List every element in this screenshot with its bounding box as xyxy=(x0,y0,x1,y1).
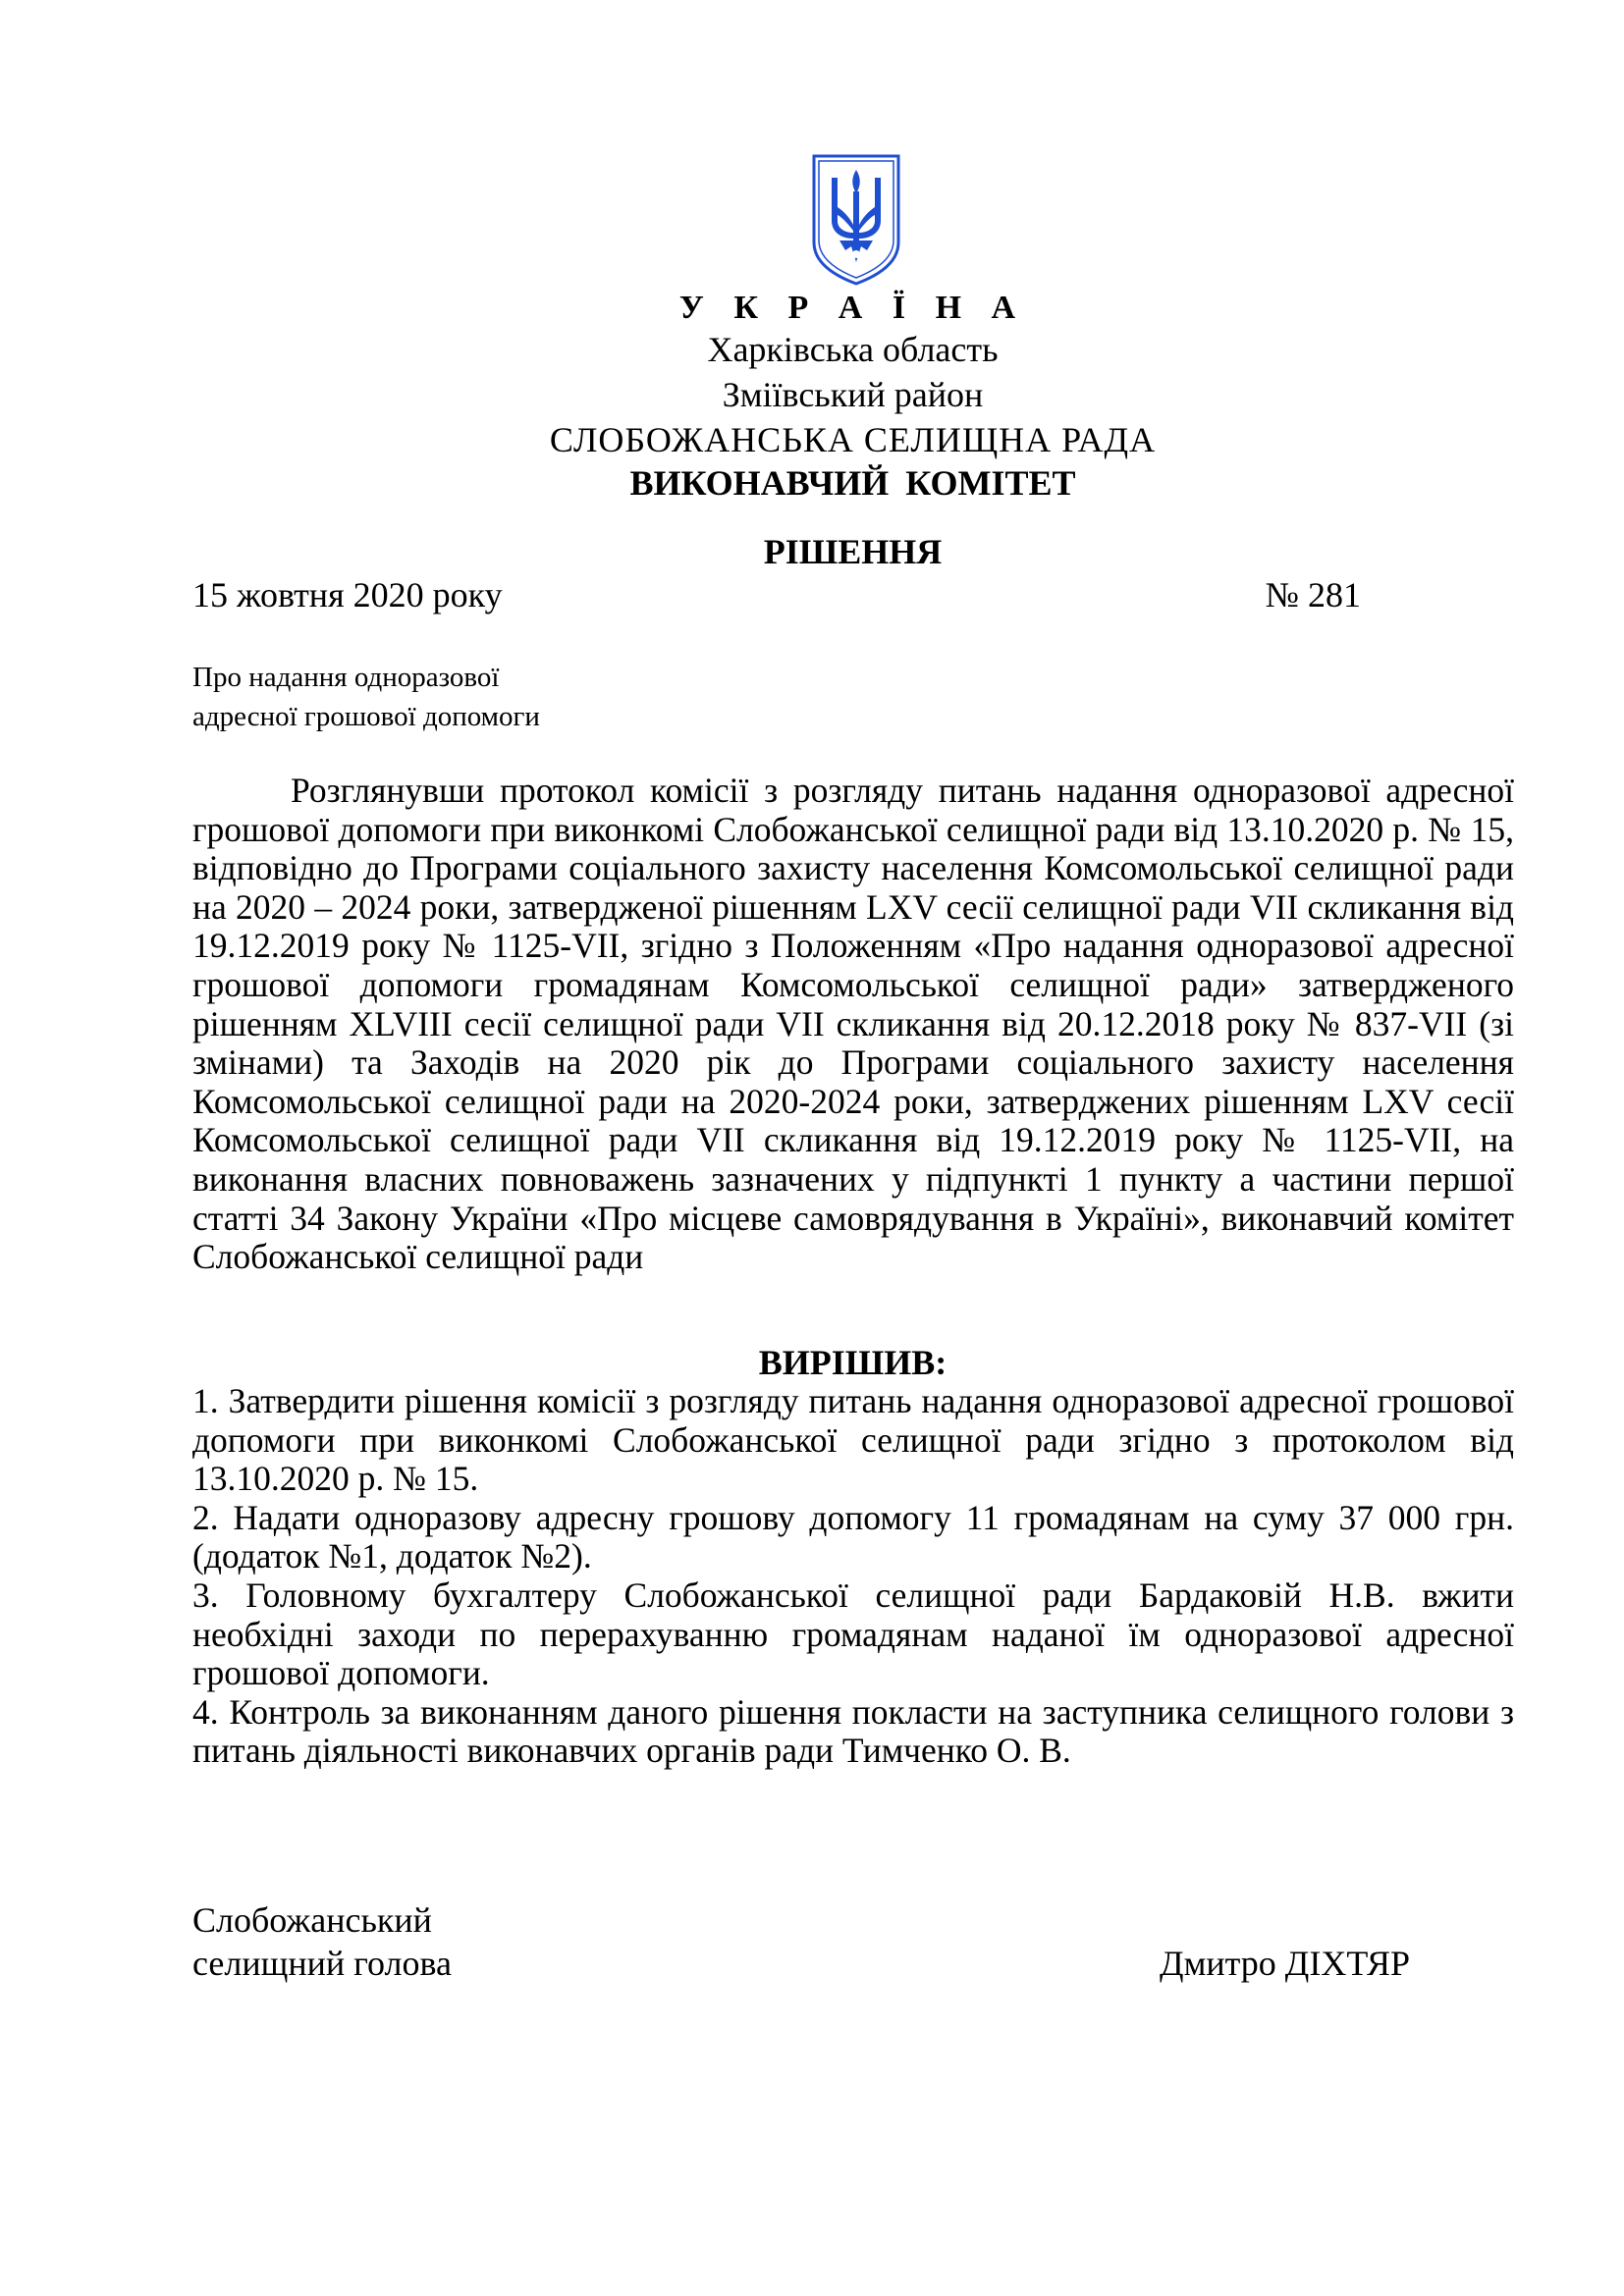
signatory-title-line: селищний голова xyxy=(192,1944,453,1983)
document-subject xyxy=(192,658,540,736)
preamble-paragraph: Розглянувши протокол комісії з розгляду питань надання одноразової адресної грошової допомоги при виконкомі Слобожанської селищної ради від 13.10.2020 р. № 15, відповідно до Програми соціального захисту населення Комсомольської селищної ради на 2020 – 2024 роки, затвердженої рішенням LXV сесії селищної ради VII скликання від 19.12.2019 року № 1125-VII, згідно з Положенням «Про надання одноразової адресної грошової допомоги громадянам Комсомольської селищної ради» затвердженого рішенням XLVIII сесії селищної ради VII скликання від 20.12.2018 року № 837-VII (зі змінами) та Заходів на 2020 рік до Програми соціального захисту населення Комсомольської селищної ради на 2020-2024 роки, затверджених рішенням LXV сесії Комсомольської селищної ради VII скликання від 19.12.2019 року № 1125-VII, на виконання власних повноважень зазначених у підпункті 1 пункту а частини першої статті 34 Закону України «Про місцеве самоврядування в Україні», виконавчий комітет Слобожанської селищної ради xyxy=(192,771,1514,1277)
document-date: 15 жовтня 2020 року xyxy=(192,575,503,614)
subject-line: Про надання одноразової xyxy=(192,662,500,693)
signature-block xyxy=(192,1898,1410,1985)
oblast-name: Харківська область xyxy=(707,330,999,369)
document-type-heading: РІШЕННЯ xyxy=(763,532,943,571)
decision-item: 2. Надати одноразову адресну грошову допомогу 11 громадянам на суму 37 000 грн. (додаток №1, додаток №2). xyxy=(192,1497,1514,1576)
resolved-heading: ВИРІШИВ: xyxy=(758,1343,947,1382)
decision-item: 3. Головному бухгалтеру Слобожанської селищної ради Бардаковій Н.В. вжити необхідні заходи по перерахуванню громадянам наданої їм одноразової адресної грошової допомоги. xyxy=(192,1575,1514,1693)
signatory-title-line: Слобожанський xyxy=(192,1900,432,1940)
trident-coat-of-arms-icon xyxy=(810,152,902,288)
decision-items xyxy=(192,1382,1514,1771)
committee-name: ВИКОНАВЧИЙ КОМІТЕТ xyxy=(629,463,1076,503)
country-title: У К Р А Ї Н А xyxy=(678,290,1027,326)
document-number: № 281 xyxy=(1265,575,1361,614)
decision-item: 1. Затвердити рішення комісії з розгляду питань надання одноразової адресної грошової допомоги при виконкомі Слобожанської селищної ради згідно з протоколом від 13.10.2020 р. № 15. xyxy=(192,1381,1514,1499)
date-number-line xyxy=(192,573,1361,616)
council-name: СЛОБОЖАНСЬКА СЕЛИЩНА РАДА xyxy=(549,420,1157,459)
raion-name: Зміївський район xyxy=(722,375,984,414)
decision-item: 4. Контроль за виконанням даного рішення покласти на заступника селищного голови з питань діяльності виконавчих органів ради Тимченко О. В. xyxy=(192,1691,1514,1771)
subject-line: адресної грошової допомоги xyxy=(192,701,540,732)
signatory-name: Дмитро ДІХТЯР xyxy=(1160,1944,1410,1983)
